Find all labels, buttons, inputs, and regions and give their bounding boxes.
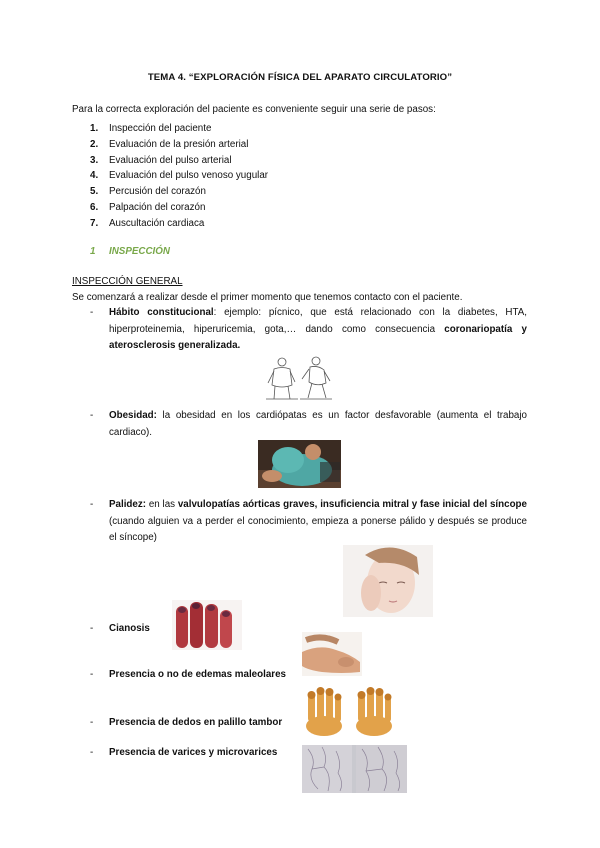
photo-pale-woman <box>343 545 433 617</box>
subsection-intro: Se comenzará a realizar desde el primer momento que tenemos contacto con el paciente. <box>72 292 463 303</box>
list-item: 6. Palpación del corazón <box>90 201 206 213</box>
list-item: 1. Inspección del paciente <box>90 123 212 134</box>
steps-list <box>90 121 268 232</box>
list-item: 7. Auscultación cardiaca <box>90 217 205 229</box>
document-title: TEMA 4. “EXPLORACIÓN FÍSICA DEL APARATO CIRCULATORIO” <box>147 72 453 83</box>
section-heading: 1 INSPECCIÓN <box>90 246 170 257</box>
intro-paragraph: Para la correcta exploración del paciente es conveniente seguir una serie de pasos: <box>72 104 436 115</box>
list-item: 2. Evaluación de la presión arterial <box>90 138 249 150</box>
bullet-obesidad: - Obesidad: la obesidad en los cardiópatas es un factor desfavorable (aumenta el trabajo cardiaco). <box>90 410 527 438</box>
list-item: 4. Evaluación del pulso venoso yugular <box>90 170 269 182</box>
bullet-palidez: - Palidez: en las valvulopatías aórticas graves, insuficiencia mitral y fase inicial del síncope (cuando alguien va a perder el conocimiento, empieza a ponerse pálido y después se produce el síncope) <box>90 499 527 543</box>
sketch-image-patients <box>262 355 336 403</box>
list-item: 3. Evaluación del pulso arterial <box>90 154 232 166</box>
bullet-habito-constitucional: - Hábito constitucional: ejemplo: pícnico, que está relacionado con la diabetes, HTA, hiperproteinemia, hiperuricemia, gota,… dando como consecuencia coronariopatía y aterosclerosis generalizada. <box>90 307 527 351</box>
bullet-edemas: - Presencia o no de edemas maleolares <box>90 669 286 680</box>
photo-varicose-veins <box>302 745 407 793</box>
photo-obese-patient <box>258 440 341 488</box>
bullet-varices: - Presencia de varices y microvarices <box>90 747 278 758</box>
bullet-dedos-palillo-tambor: - Presencia de dedos en palillo tambor <box>90 717 283 728</box>
list-item: 5. Percusión del corazón <box>90 186 206 198</box>
subsection-heading: INSPECCIÓN GENERAL <box>72 276 183 287</box>
bullet-cianosis: - Cianosis <box>90 623 150 634</box>
photo-clubbed-fingers <box>302 686 406 736</box>
photo-ankle-edema <box>302 632 362 676</box>
